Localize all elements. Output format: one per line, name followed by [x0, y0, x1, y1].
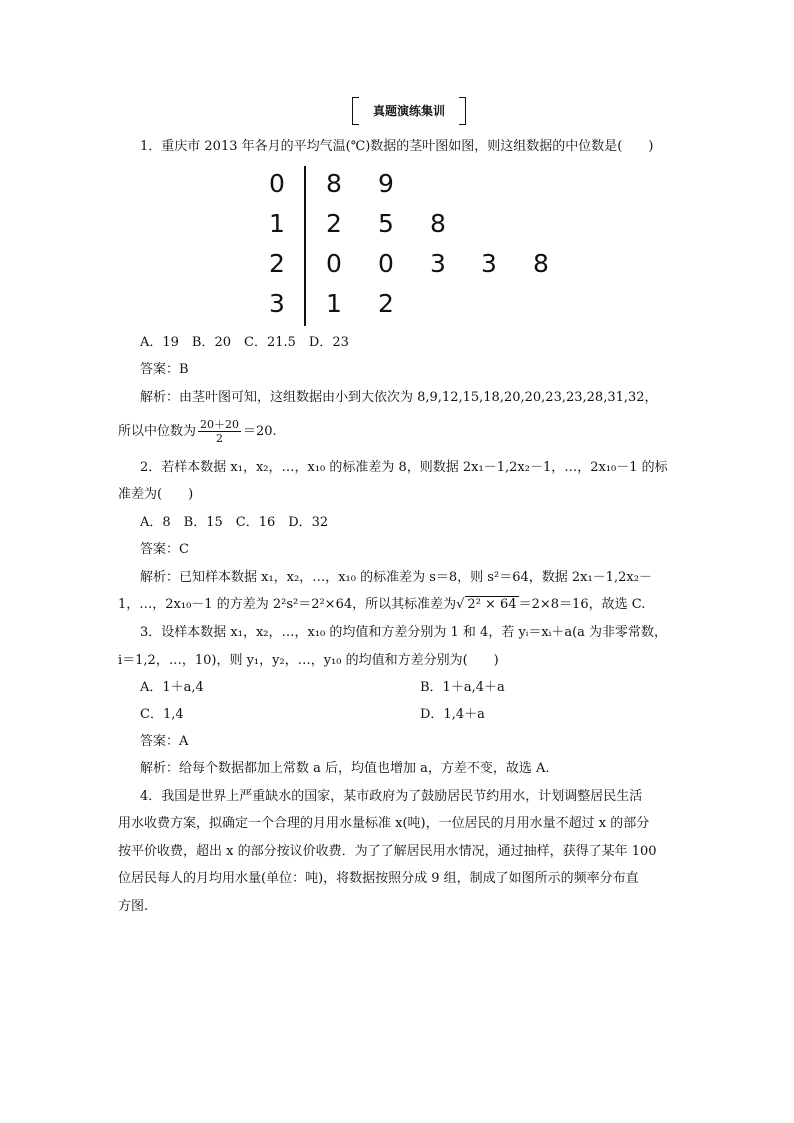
- stem: 2: [269, 249, 285, 278]
- sqrt-content: 2² × 64: [467, 597, 517, 612]
- q3-text-line2: i＝1,2，…，10)，则 y₁，y₂，…，y₁₀ 的均值和方差分别为( ): [118, 653, 499, 668]
- q3-analysis: 解析：给每个数据都加上常数 a 后，均值也增加 a，方差不变，故选 A.: [140, 761, 550, 776]
- leaf: 1: [326, 289, 342, 318]
- right-bracket: [459, 97, 466, 125]
- q2-analysis-line1: 解析：已知样本数据 x₁，x₂，…，x₁₀ 的标准差为 s＝8，则 s²＝64，数据 2x₁－1,2x₂－: [140, 570, 652, 585]
- q2-answer: 答案：C: [140, 542, 189, 557]
- leaf: 5: [378, 209, 394, 238]
- q1-analysis-pre: 所以中位数为: [118, 424, 197, 439]
- leaf: 8: [430, 209, 446, 238]
- q3-option-d: D．1,4＋a: [420, 707, 485, 722]
- q4-text-line3: 按平价收费，超出 x 的部分按议价收费．为了了解居民用水情况，通过抽样，获得了某年 100: [118, 844, 657, 859]
- q2-analysis-line2: [118, 596, 678, 614]
- leaf: 0: [378, 249, 394, 278]
- stem-leaf-row: [262, 204, 552, 244]
- q2-analysis-post: ＝2×8＝16，故选 C.: [518, 597, 646, 612]
- section-title: [352, 97, 466, 125]
- q1-analysis-post: ＝20.: [243, 424, 277, 439]
- q2-text-line2: 准差为( ): [118, 487, 194, 502]
- q4-text-line4: 位居民每人的月均用水量(单位：吨)，将数据按照分成 9 组，制成了如图所示的频率分布直: [118, 871, 639, 886]
- q1-text: 1．重庆市 2013 年各月的平均气温(℃)数据的茎叶图如图，则这组数据的中位数是( ): [140, 139, 654, 154]
- q1-answer: 答案：B: [140, 362, 189, 377]
- q1-analysis-line1: 解析：由茎叶图可知，这组数据由小到大依次为 8,9,12,15,18,20,20,23,23,28,31,32，: [140, 390, 658, 405]
- leaf: 8: [326, 169, 342, 198]
- leaf: 9: [378, 169, 394, 198]
- q3-option-b: B．1＋a,4＋a: [420, 680, 505, 695]
- stem-leaf-row: [262, 164, 552, 204]
- stem-leaf-plot: [262, 164, 552, 326]
- q3-answer: 答案：A: [140, 734, 189, 749]
- q3-text-line1: 3．设样本数据 x₁，x₂，…，x₁₀ 的均值和方差分别为 1 和 4，若 yᵢ＝xᵢ＋a(a 为非零常数，: [140, 625, 668, 640]
- leaf: 8: [533, 249, 549, 278]
- leaf: 2: [326, 209, 342, 238]
- fraction-denominator: 2: [216, 432, 224, 445]
- q3-option-a: A．1＋a,4: [140, 680, 204, 695]
- stem: 3: [269, 289, 285, 318]
- stem: 0: [269, 169, 285, 198]
- q1-analysis-line2: [118, 418, 678, 446]
- q3-option-c: C．1,4: [140, 707, 184, 722]
- q2-options: A．8 B．15 C．16 D．32: [140, 515, 329, 530]
- q1-options: A．19 B．20 C．21.5 D．23: [140, 335, 349, 350]
- q2-analysis-pre: 1，…，2x₁₀－1 的方差为 2²s²＝2²×64，所以其标准差为: [118, 597, 457, 612]
- fraction-numerator: 20＋20: [200, 418, 240, 431]
- q4-text-line5: 方图.: [118, 899, 149, 914]
- q4-text-line1: 4．我国是世界上严重缺水的国家，某市政府为了鼓励居民节约用水，计划调整居民生活: [140, 789, 643, 804]
- section-title-text: 真题演练集训: [372, 104, 445, 118]
- leaf: 3: [481, 249, 497, 278]
- leaf: 2: [378, 289, 394, 318]
- sqrt-symbol: √: [456, 597, 465, 612]
- stem-leaf-row: [262, 284, 552, 324]
- q2-text-line1: 2．若样本数据 x₁，x₂，…，x₁₀ 的标准差为 8，则数据 2x₁－1,2x₂－1，…，2x₁₀－1 的标: [140, 460, 668, 475]
- left-bracket: [352, 97, 359, 125]
- leaf: 0: [326, 249, 342, 278]
- leaf: 3: [430, 249, 446, 278]
- q4-text-line2: 用水收费方案，拟确定一个合理的月用水量标准 x(吨)，一位居民的月用水量不超过 x 的部分: [118, 816, 650, 831]
- fraction: [198, 418, 241, 445]
- stem: 1: [269, 209, 285, 238]
- stem-leaf-row: [262, 244, 552, 284]
